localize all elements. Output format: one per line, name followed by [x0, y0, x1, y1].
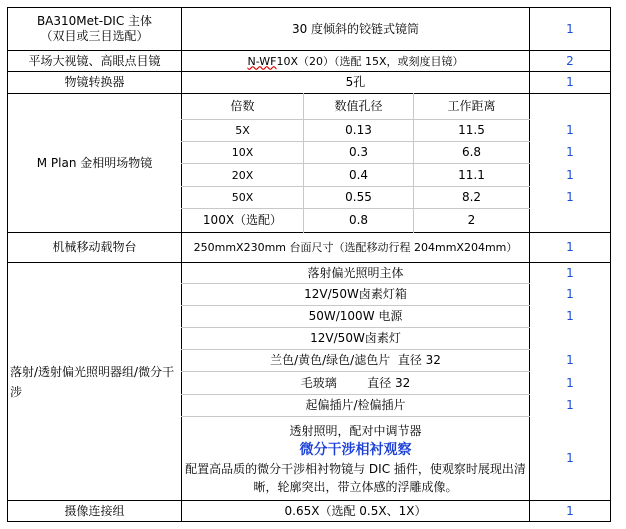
row-content: [182, 51, 529, 71]
quantity: 1: [566, 123, 574, 137]
row-content: 30 度倾斜的铰链式镜筒: [291, 21, 420, 36]
objective-na: 0.3: [348, 145, 369, 159]
illum-item: 落射偏光照明主体: [307, 265, 404, 280]
quantity: 1: [566, 21, 574, 36]
objective-mag: 50X: [231, 191, 254, 204]
illum-item: 12V/50W卤素灯: [310, 331, 401, 345]
quantity: 1: [566, 240, 574, 254]
row-content: 5孔: [345, 75, 366, 89]
quantity: 1: [566, 75, 574, 89]
row-label: 摄像连接组: [64, 503, 125, 518]
dic-line1: 透射照明，配对中调节器: [289, 423, 422, 438]
illum-item: 起偏插片/检偏插片: [305, 398, 406, 412]
row-content: 250mmX230mm 台面尺寸（选配移动行程 204mmX204mm）: [193, 241, 518, 254]
quantity: 1: [566, 265, 574, 280]
objective-wd: 11.5: [458, 123, 485, 137]
dic-block: [182, 417, 529, 500]
row-content: 0.65X（选配 0.5X、1X）: [284, 503, 427, 518]
objective-wd: 8.2: [461, 190, 482, 204]
label-line: BA310Met-DIC 主体: [36, 14, 153, 28]
dic-description: 配置高品质的微分干涉相衬物镜与 DIC 插件，使观察时展现出清晰，轮廓突出，带立体感的浮雕成像。: [185, 461, 526, 494]
col-header-na: 数值孔径: [334, 99, 383, 113]
quantity: 1: [566, 287, 574, 301]
quantity: 1: [566, 451, 574, 465]
eyepiece-spec: 10X（20）（选配 15X，或刻度目镜）: [276, 54, 464, 68]
illum-item: 毛玻璃 直径 32: [300, 375, 411, 390]
quantity: [530, 328, 610, 349]
quantity: 1: [566, 375, 574, 390]
objective-na: 0.13: [345, 123, 372, 137]
objective-wd: 6.8: [461, 145, 482, 159]
objective-wd: 11.1: [458, 167, 485, 182]
illum-item: 50W/100W 电源: [308, 309, 403, 323]
col-header-wd: 工作距离: [447, 99, 496, 113]
col-header-magnification: 倍数: [230, 99, 255, 113]
objective-mag: 100X（选配）: [202, 213, 283, 227]
row-label: 落射/透射偏光照明器组/微分干涉: [10, 364, 175, 399]
row-label: 平场大视镜、高眼点目镜: [28, 53, 161, 68]
dic-title: 微分干涉相衬观察: [299, 441, 412, 458]
illum-item: 兰色/黄色/绿色/滤色片 直径 32: [270, 353, 441, 367]
objective-mag: 20X: [231, 168, 254, 182]
quantity: 1: [566, 145, 574, 159]
quantity: 1: [566, 309, 574, 323]
row-label: 物镜转换器: [64, 75, 125, 89]
eyepiece-model: N-WF: [247, 54, 277, 68]
objective-na: 0.55: [345, 190, 372, 204]
objective-na: 0.4: [348, 167, 369, 182]
objective-na: 0.8: [348, 213, 369, 227]
label-line: （双目或三目选配）: [40, 29, 149, 43]
quantity: 1: [566, 167, 574, 182]
illum-item: 12V/50W卤素灯箱: [304, 287, 407, 301]
table-border-bottom: [7, 521, 611, 522]
table-border-right: [610, 7, 611, 522]
quantity: 1: [566, 503, 574, 518]
objective-wd: 2: [467, 213, 476, 227]
objective-mag: 5X: [235, 124, 250, 137]
quantity: 1: [566, 353, 574, 367]
objective-mag: 10X: [231, 146, 254, 159]
row-label: M Plan 金相明场物镜: [36, 155, 153, 170]
quantity: 2: [566, 53, 574, 68]
quantity: 1: [566, 398, 574, 412]
quantity: 1: [566, 190, 574, 204]
row-label: 机械移动载物台: [52, 240, 137, 254]
quantity: [530, 209, 610, 232]
row-label: [8, 8, 181, 50]
